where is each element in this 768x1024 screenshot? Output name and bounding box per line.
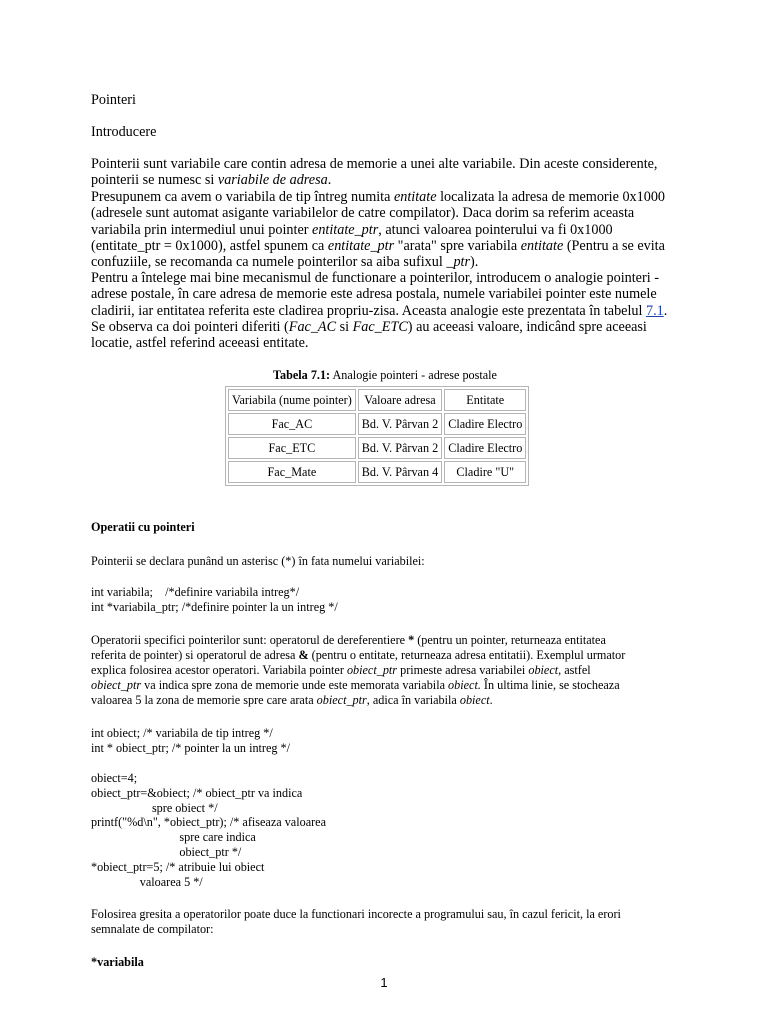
table-cell: Cladire Electro <box>444 437 526 459</box>
declaration-text: Pointerii se declara punând un asterisc (*) în fata numelui variabilei: <box>91 554 425 568</box>
table-reference-link[interactable]: 7.1 <box>646 302 664 319</box>
table-header-row <box>228 389 526 411</box>
table-cell: Fac_Mate <box>228 461 356 483</box>
intro-paragraph-3: Pentru a întelege mai bine mecanismul de functionare a pointerilor, introducem o analogie pointeri - adrese postale, în care adresa de memorie este adresa postala, numele variabilei pointer este numele cladirii, iar entitatea referita este cladirea propriu-zisa. Aceasta analogie este prezentata în tabelul 7.1. Se observa ca doi pointeri diferiti (Fac_AC si Fac_ETC) au aceeasi valoare, indicând spre aceeasi locatie, astfel referind aceeasi entitate. <box>91 270 668 352</box>
section-heading: Operatii cu pointeri <box>91 520 195 534</box>
analogy-table <box>225 386 529 486</box>
table-cell: Bd. V. Pârvan 4 <box>358 461 442 483</box>
table-caption: Tabela 7.1: Analogie pointeri - adrese postale <box>273 368 497 382</box>
table-cell: Cladire "U" <box>444 461 526 483</box>
document-title: Pointeri <box>91 92 136 108</box>
table-cell: Fac_AC <box>228 413 356 435</box>
last-heading: *variabila <box>91 955 144 969</box>
intro-paragraph-1: Pointerii sunt variabile care contin adresa de memorie a unei alte variabile. Din aceste considerente, pointerii se numesc si variabile de adresa. <box>91 156 658 189</box>
misuse-paragraph: Folosirea gresita a operatorilor poate duce la functionari incorecte a programului sau, în cazul fericit, la erori semnalate de compilator: <box>91 907 621 936</box>
page-number: 1 <box>380 975 388 990</box>
table-header-cell: Variabila (nume pointer) <box>228 389 356 411</box>
table-cell: Bd. V. Pârvan 2 <box>358 437 442 459</box>
table-cell: Bd. V. Pârvan 2 <box>358 413 442 435</box>
table-header-cell: Entitate <box>444 389 526 411</box>
code-block-declarations: int variabila; /*definire variabila intreg*/ int *variabila_ptr; /*definire pointer la un intreg */ <box>91 585 338 614</box>
code-block-variables: int obiect; /* variabila de tip intreg */ int * obiect_ptr; /* pointer la un intreg */ <box>91 726 291 755</box>
code-block-example: obiect=4; obiect_ptr=&obiect; /* obiect_ptr va indica spre obiect */ printf("%d\n", *obiect_ptr); /* afiseaza valoarea spre care indica obiect_ptr */ *obiect_ptr=5; /* atribuie lui obiect valoarea 5 */ <box>91 771 326 889</box>
table-cell: Cladire Electro <box>444 413 526 435</box>
operators-paragraph: Operatorii specifici pointerilor sunt: operatorul de dereferentiere * (pentru un pointer, returneaza entitatea referita de pointer) si operatorul de adresa & (pentru o entitate, returneaza adresa entitatii). Exemplul urmator explica folosirea acestor operatori. Variabila pointer obiect_ptr primeste adresa variabilei obiect, astfel obiect_ptr va indica spre zona de memorie unde este memorata variabila obiect. În ultima linie, se stocheaza valoarea 5 la zona de memorie spre care arata obiect_ptr, adica în variabila obiect. <box>91 633 626 707</box>
table-row <box>228 461 526 483</box>
intro-paragraph-2: Presupunem ca avem o variabila de tip întreg numita entitate localizata la adresa de memorie 0x1000 (adresele sunt automat asigante variabilelor de catre compilator). Daca dorim sa referim aceasta variabila prin intermediul unui pointer entitate_ptr, atunci valoarea pointerului va fi 0x1000 (entitate_ptr = 0x1000), astfel spunem ca entitate_ptr "arata" spre variabila entitate (Pentru a se evita confuziile, se recomanda ca numele pointerilor sa aiba sufixul _ptr). <box>91 189 666 271</box>
intro-heading: Introducere <box>91 124 157 140</box>
table-row <box>228 413 526 435</box>
analogy-table-block <box>225 368 545 486</box>
table-row <box>228 437 526 459</box>
table-header-cell: Valoare adresa <box>358 389 442 411</box>
table-cell: Fac_ETC <box>228 437 356 459</box>
